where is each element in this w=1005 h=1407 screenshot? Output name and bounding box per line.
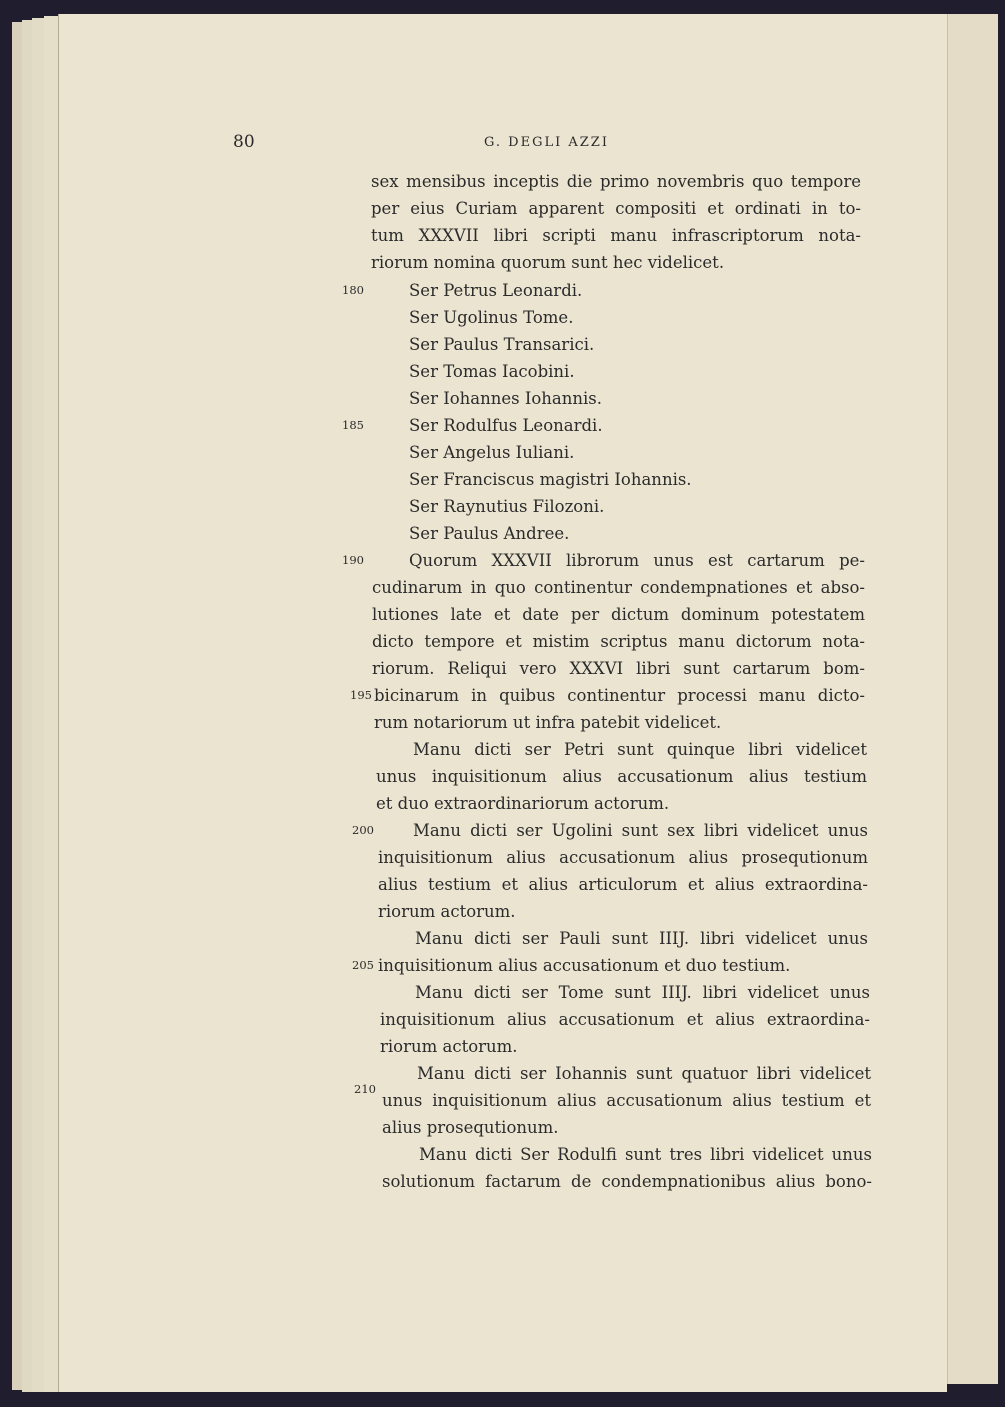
text-line: alius prosequtionum. — [382, 1118, 559, 1137]
text-line: Ser Angelus Iuliani. — [409, 443, 575, 462]
text-line: Ser Ugolinus Tome. — [409, 308, 574, 327]
text-line: Ser Paulus Transarici. — [409, 335, 595, 354]
text-line: Ser Petrus Leonardi. — [409, 281, 583, 300]
text-line: Ser Paulus Andree. — [409, 524, 570, 543]
line-number: 180 — [342, 283, 364, 297]
text-line: inquisitionum alius accusationum et alius extraordina- — [380, 1010, 870, 1029]
text-line: rum notariorum ut infra patebit videlicet. — [374, 713, 722, 732]
text-line: solutionum factarum de condempnationibus alius bono- — [382, 1172, 872, 1191]
text-line: riorum actorum. — [378, 902, 516, 921]
text-line: Manu dicti ser Tome sunt IIIJ. libri videlicet unus — [415, 983, 870, 1002]
text-line: cudinarum in quo continentur condempnationes et abso- — [372, 578, 865, 597]
line-number: 205 — [352, 958, 374, 972]
text-line: sex mensibus inceptis die primo novembris quo tempore — [371, 172, 861, 191]
text-line: tum XXXVII libri scripti manu infrascriptorum nota- — [371, 226, 861, 245]
text-line: Ser Tomas Iacobini. — [409, 362, 575, 381]
text-line: inquisitionum alius accusationum alius prosequtionum — [378, 848, 868, 867]
text-line: Manu dicti ser Petri sunt quinque libri videlicet — [413, 740, 867, 759]
text-line: lutiones late et date per dictum dominum potestatem — [372, 605, 865, 624]
text-line: unus inquisitionum alius accusationum alius testium — [376, 767, 867, 786]
text-line: Manu dicti ser Iohannis sunt quatuor libri videlicet — [417, 1064, 871, 1083]
text-line: Ser Franciscus magistri Iohannis. — [409, 470, 692, 489]
text-line: Quorum XXXVII librorum unus est cartarum pe- — [409, 551, 865, 570]
text-line: unus inquisitionum alius accusationum alius testium et — [382, 1091, 871, 1110]
line-number: 190 — [342, 553, 364, 567]
text-line: alius testium et alius articulorum et alius extraordina- — [378, 875, 868, 894]
text-line: Ser Raynutius Filozoni. — [409, 497, 605, 516]
text-line: riorum actorum. — [380, 1037, 518, 1056]
facing-page-edge — [946, 14, 998, 1384]
line-number: 195 — [350, 688, 372, 702]
page-number: 80 — [233, 132, 255, 152]
text-line: Manu dicti ser Pauli sunt IIIJ. libri videlicet unus — [415, 929, 868, 948]
text-line: dicto tempore et mistim scriptus manu dictorum nota- — [372, 632, 865, 651]
text-line: per eius Curiam apparent compositi et ordinati in to- — [371, 199, 861, 218]
running-title: G. DEGLI AZZI — [484, 135, 609, 150]
text-line: bicinarum in quibus continentur processi manu dicto- — [374, 686, 865, 705]
text-line: Manu dicti ser Ugolini sunt sex libri videlicet unus — [413, 821, 868, 840]
line-number: 185 — [342, 418, 364, 432]
text-line: et duo extraordinariorum actorum. — [376, 794, 670, 813]
text-line: Ser Iohannes Iohannis. — [409, 389, 603, 408]
line-number: 200 — [352, 823, 374, 837]
text-line: Manu dicti Ser Rodulfi sunt tres libri videlicet unus — [419, 1145, 872, 1164]
text-line: riorum. Reliqui vero XXXVI libri sunt cartarum bom- — [372, 659, 865, 678]
text-line: riorum nomina quorum sunt hec videlicet. — [371, 253, 725, 272]
text-line: inquisitionum alius accusationum et duo testium. — [378, 956, 791, 975]
text-line: Ser Rodulfus Leonardi. — [409, 416, 603, 435]
line-number: 210 — [354, 1082, 376, 1096]
